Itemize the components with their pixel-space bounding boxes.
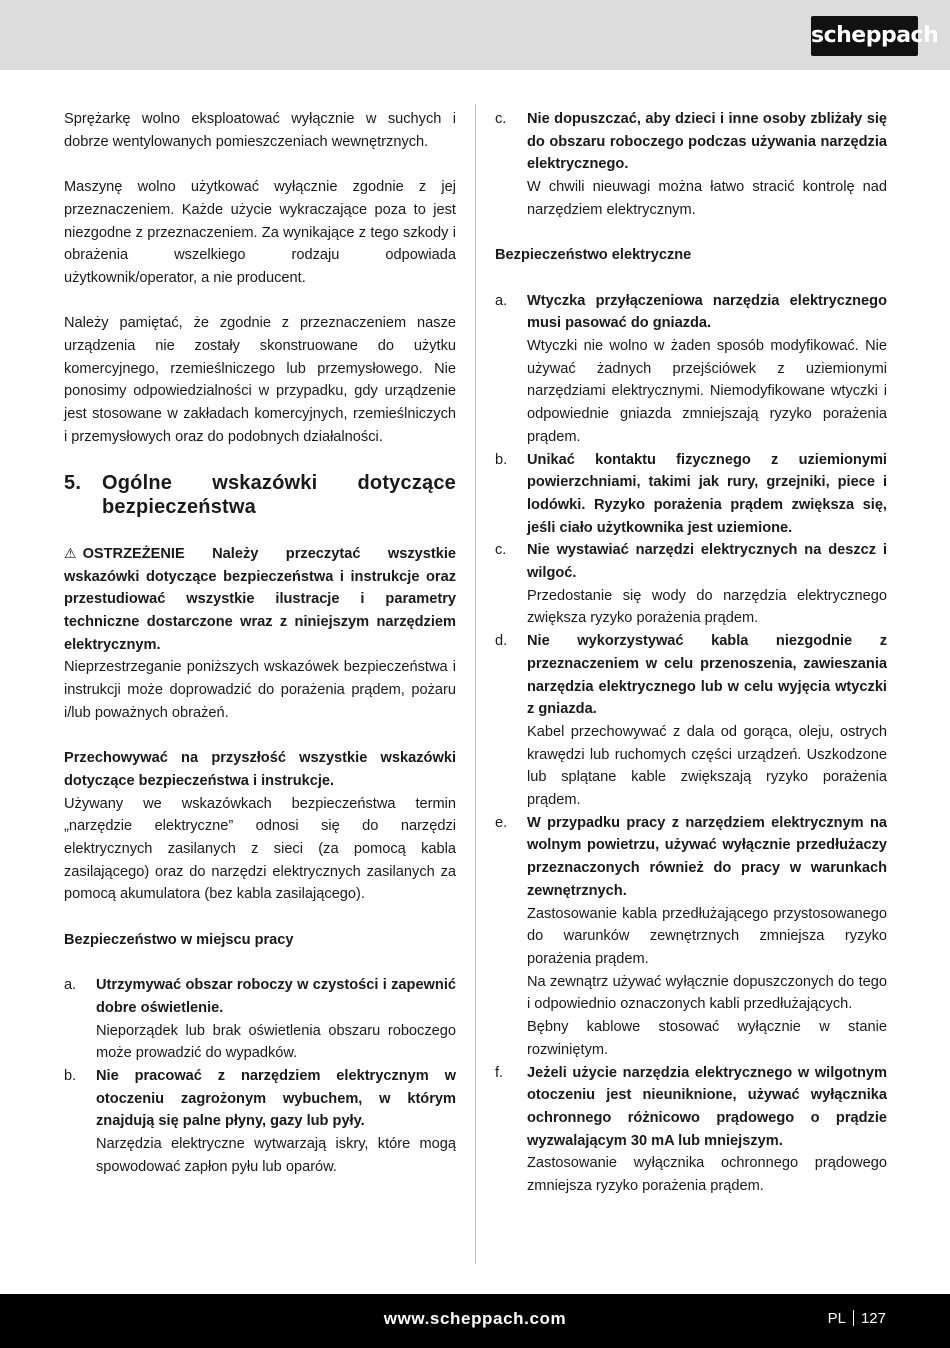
list-item <box>495 1062 887 1198</box>
list-item-text: Wtyczki nie wolno w żaden sposób modyfikować. Nie używać żadnych przejściówek z uziemionymi narzędziami elektrycznymi. Niemodyfikowane wtyczki i odpowiednie gniazda zmniejszają ryzyko porażenia prądem. <box>527 338 887 445</box>
footer-bar <box>0 1294 950 1348</box>
list-item-text: Na zewnątrz używać wyłącznie dopuszczonych do tego i odpowiednio oznaczonych kabli przedłużających. <box>527 973 887 1013</box>
list-marker: d. <box>495 633 508 650</box>
page-separator <box>853 1310 854 1326</box>
list-item <box>495 290 887 449</box>
list-item-text: Narzędzia elektryczne wytwarzają iskry, które mogą spowodować zapłon pyłu lub oparów. <box>96 1136 456 1175</box>
list-item <box>495 812 887 1062</box>
keep-instructions-text: Używany we wskazówkach bezpieczeństwa termin „narzędzie elektryczne” odnosi się do narzędzi elektrycznych zasilanych z sieci (za pomocą kabla zasilającego) oraz do narzędzi elektrycznych zasilanych za pomocą akumulatora (bez kabla zasilającego). <box>64 795 456 903</box>
column-divider <box>475 104 476 1264</box>
list-item-text: Zastosowanie kabla przedłużającego przystosowanego do warunków zewnętrznych zmniejsza ryzyko porażenia prądem. <box>527 905 887 967</box>
list-marker: b. <box>64 1068 77 1085</box>
intro-paragraph-1: Sprężarkę wolno eksploatować wyłącznie w suchych i dobrze wentylowanych pomieszczeniach wewnętrznych. <box>64 111 456 150</box>
list-item <box>495 539 887 630</box>
page-indicator <box>828 1294 886 1344</box>
list-item-text: W chwili nieuwagi można łatwo stracić kontrolę nad narzędziem elektrycznym. <box>527 179 887 218</box>
list-item-bold: W przypadku pracy z narzędziem elektrycznym na wolnym powietrzu, używać wyłącznie przedłużaczy przeznaczonych również do pracy w warunkach zewnętrznych. <box>527 814 887 899</box>
page-number: 127 <box>860 1310 886 1327</box>
intro-paragraph-2: Maszynę wolno użytkować wyłącznie zgodnie z jej przeznaczeniem. Każde użycie wykraczające poza to jest niezgodne z przeznaczeniem. Za wynikające z tego szkody i obrażenia wszelkiego rodzaju odpowiada użytkownik/operator, a nie producent. <box>64 179 456 286</box>
list-item-text: Przedostanie się wody do narzędzia elektrycznego zwiększa ryzyko porażenia prądem. <box>527 587 887 627</box>
list-item-text: Zastosowanie wyłącznika ochronnego prądowego zmniejsza ryzyko porażenia prądem. <box>527 1155 887 1195</box>
section-number: 5. <box>64 472 82 495</box>
list-item-bold: Unikać kontaktu fizycznego z uziemionymi powierzchniami, takimi jak rury, grzejniki, piece i lodówki. Ryzyko porażenia prądem zwiększa się, jeśli ciało użytkownika jest uziemione. <box>527 451 887 536</box>
header-band <box>0 0 950 70</box>
workplace-heading: Bezpieczeństwo w miejscu pracy <box>64 931 294 948</box>
list-marker: c. <box>495 111 507 127</box>
warning-text: Nieprzestrzeganie poniższych wskazówek bezpieczeństwa i instrukcji może doprowadzić do porażenia prądem, pożaru i/lub poważnych obrażeń. <box>64 659 456 721</box>
list-item-bold: Utrzymywać obszar roboczy w czystości i zapewnić dobre oświetlenie. <box>96 977 456 1016</box>
warning-block <box>64 542 456 657</box>
keep-instructions-bold: Przechowywać na przyszłość wszystkie wskazówki dotyczące bezpieczeństwa i instrukcje. <box>64 750 456 789</box>
list-item <box>64 974 456 1065</box>
section-title: Ogólne wskazówki dotyczące bezpieczeństwa <box>102 472 456 519</box>
electrical-heading: Bezpieczeństwo elektryczne <box>495 247 692 264</box>
left-column <box>64 108 456 1179</box>
list-marker: c. <box>495 542 507 559</box>
right-column <box>495 108 887 1198</box>
list-item-bold: Nie wykorzystywać kabla niezgodnie z przeznaczeniem w celu przenoszenia, zawieszania narzędzia elektrycznego lub w celu wyjęcia wtyczki z gniazda. <box>527 633 887 718</box>
language-code: PL <box>827 1310 846 1327</box>
list-marker: f. <box>495 1064 504 1081</box>
list-item-bold: Jeżeli użycie narzędzia elektrycznego w wilgotnym otoczeniu jest nieuniknione, używać wyłącznika ochronnego różnicowo prądowego o prądzie wyzwalającym 30 mA lub mniejszym. <box>527 1064 887 1149</box>
list-marker: a. <box>495 292 508 309</box>
list-marker: a. <box>64 977 77 994</box>
list-item <box>495 449 887 540</box>
list-item <box>64 1065 456 1179</box>
warning-bold-text: OSTRZEŻENIE Należy przeczytać wszystkie wskazówki dotyczące bezpieczeństwa i instrukcje oraz przestudiować wszystkie ilustracje i parametry techniczne dostarczone wraz z niniejszym narzędziem elektrycznym. <box>64 545 456 653</box>
scheppach-logo: scheppach <box>811 16 918 56</box>
list-marker: e. <box>495 814 508 831</box>
list-item-text: Nieporządek lub brak oświetlenia obszaru roboczego może prowadzić do wypadków. <box>96 1022 456 1062</box>
list-item-bold: Nie wystawiać narzędzi elektrycznych na deszcz i wilgoć. <box>527 542 887 582</box>
intro-paragraph-3: Należy pamiętać, że zgodnie z przeznaczeniem nasze urządzenia nie zostały skonstruowane do użytku komercyjnego, rzemieślniczego lub przemysłowego. Nie ponosimy odpowiedzialności w przypadku, gdy urządzenie jest stosowane w zakładach komercyjnych, rzemieślniczych i przemysłowych oraz do podobnych działalności. <box>64 315 456 445</box>
list-item <box>495 108 887 222</box>
list-item <box>495 630 887 812</box>
section-heading <box>64 471 456 519</box>
list-item-text: Bębny kablowe stosować wyłącznie w stanie rozwiniętym. <box>527 1019 887 1058</box>
list-item-text: Kabel przechowywać z dala od gorąca, oleju, ostrych krawędzi lub ruchomych części urządzeń. Uszkodzone lub splątane kable zwiększają ryzyko porażenia prądem. <box>527 723 887 809</box>
footer-url: www.scheppach.com <box>383 1309 567 1328</box>
warning-triangle-icon: ⚠ <box>64 544 77 561</box>
list-item-bold: Nie pracować z narzędziem elektrycznym w otoczeniu zagrożonym wybuchem, w którym znajdują się palne płyny, gazy lub pyły. <box>96 1068 456 1130</box>
list-item-bold: Wtyczka przyłączeniowa narzędzia elektrycznego musi pasować do gniazda. <box>527 292 887 332</box>
list-item-bold: Nie dopuszczać, aby dzieci i inne osoby zbliżały się do obszaru roboczego podczas używania narzędzia elektrycznego. <box>527 111 887 173</box>
list-marker: b. <box>495 451 508 468</box>
